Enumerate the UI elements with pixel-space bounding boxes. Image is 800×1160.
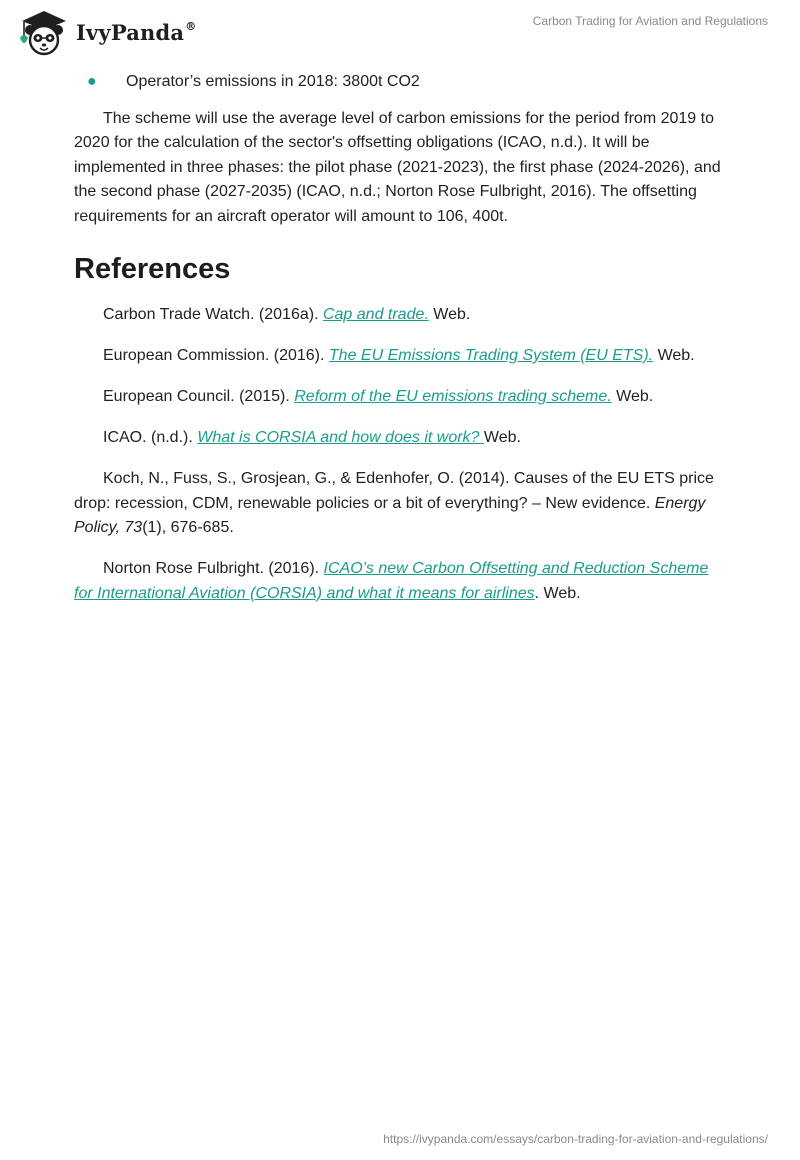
reference-item: European Commission. (2016). The EU Emissions Trading System (EU ETS). Web. (103, 347, 695, 364)
reference-item: ICAO. (n.d.). What is CORSIA and how does it work? Web. (103, 429, 521, 446)
panda-graduate-icon (14, 8, 70, 56)
reference-link[interactable]: Cap and trade. (322, 306, 429, 323)
page-header (0, 0, 800, 64)
reference-item: Norton Rose Fulbright. (2016). ICAO’s new Carbon Offsetting and Reduction Scheme for International Aviation (CORSIA) and what it means for airlines. Web. (74, 560, 709, 602)
reference-item: European Council. (2015). Reform of the EU emissions trading scheme. Web. (103, 388, 654, 405)
essay-content (74, 70, 724, 623)
body-paragraph: The scheme will use the average level of carbon emissions for the period from 2019 to 2020 for the calculation of the sector's offsetting obligations (ICAO, n.d.). It will be implemented in three phases: the pilot phase (2021-2023), the first phase (2024-2026), and the second phase (2027-2035) (ICAO, n.d.; Norton Rose Fulbright, 2016). The offsetting requirements for an aircraft operator will amount to 106, 400t. (74, 109, 721, 225)
reference-item: Carbon Trade Watch. (2016a). Cap and trade. Web. (103, 306, 471, 323)
reference-link[interactable]: Reform of the EU emissions trading scheme. (294, 388, 612, 405)
bullet-text: Operator’s emissions in 2018: 3800t CO2 (126, 73, 420, 90)
reference-link[interactable]: What is CORSIA and how does it work? (197, 429, 484, 446)
journal-title: Energy Policy, 73 (74, 494, 706, 536)
references-list (74, 303, 724, 606)
footer-url: https://ivypanda.com/essays/carbon-trading-for-aviation-and-regulations/ (383, 1132, 768, 1146)
references-heading: References (74, 253, 231, 285)
bullet-dot-icon: ● (87, 73, 97, 90)
ivypanda-logo[interactable] (14, 8, 196, 56)
bullet-item (74, 70, 724, 95)
brand-name: IvyPanda® (76, 19, 197, 45)
registered-mark: ® (185, 19, 197, 33)
reference-link[interactable]: ICAO’s new Carbon Offsetting and Reduction Scheme for International Aviation (CORSIA) and what it means for airlines (74, 560, 709, 602)
reference-item: Koch, N., Fuss, S., Grosjean, G., & Edenhofer, O. (2014). Causes of the EU ETS price drop: recession, CDM, renewable policies or a bit of everything? – New evidence. Energy Policy, 73(1), 676-685. (74, 470, 714, 536)
document-title: Carbon Trading for Aviation and Regulations (532, 14, 768, 28)
reference-link[interactable]: The EU Emissions Trading System (EU ETS). (328, 347, 654, 364)
